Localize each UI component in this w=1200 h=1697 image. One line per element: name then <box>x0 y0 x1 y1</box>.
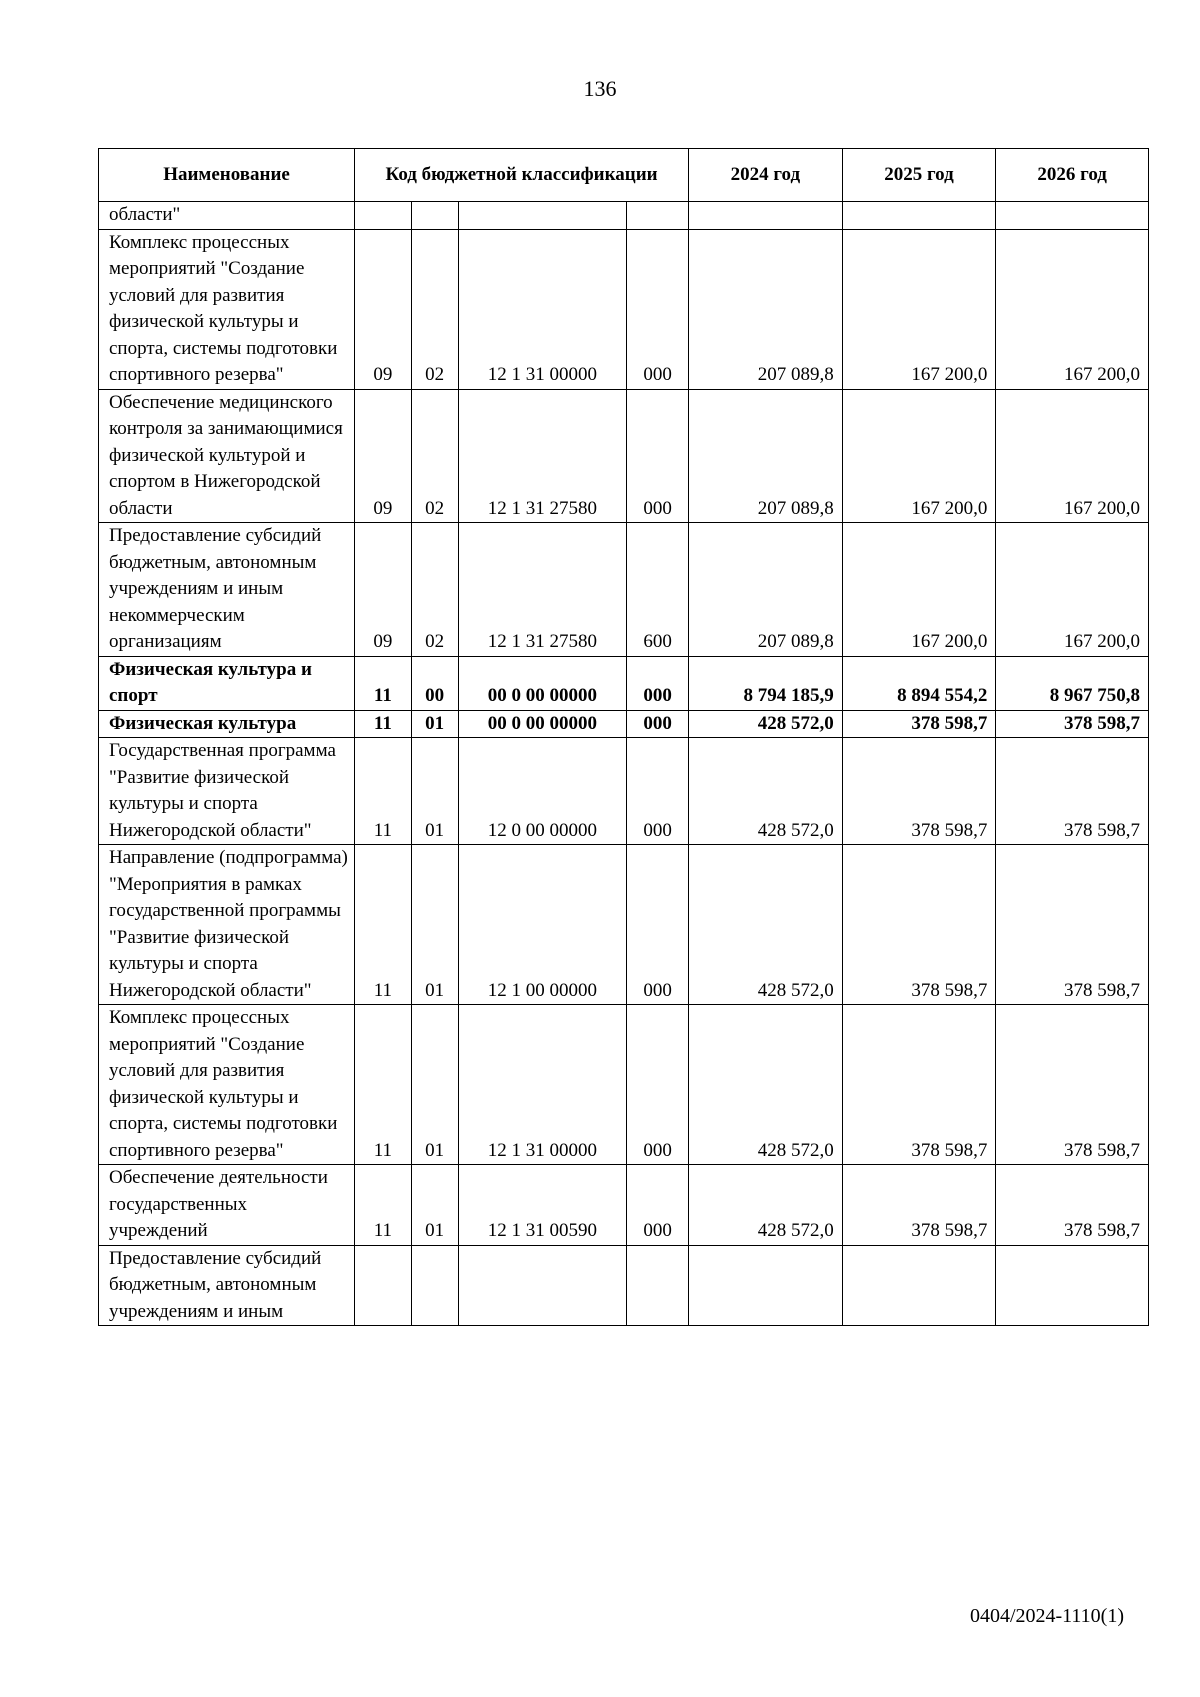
row-section: 09 <box>355 523 412 657</box>
row-subsection: 00 <box>411 656 458 710</box>
header-2025: 2025 год <box>842 149 996 202</box>
row-section <box>355 202 412 230</box>
row-expense-type: 000 <box>627 738 689 845</box>
row-value-2024: 428 572,0 <box>689 1005 843 1165</box>
row-value-2025: 378 598,7 <box>842 710 996 738</box>
row-value-2026: 167 200,0 <box>996 229 1149 389</box>
row-value-2025: 167 200,0 <box>842 229 996 389</box>
row-subsection: 01 <box>411 738 458 845</box>
row-value-2024: 207 089,8 <box>689 523 843 657</box>
row-section: 11 <box>355 656 412 710</box>
row-section: 11 <box>355 1005 412 1165</box>
row-expense-type: 000 <box>627 389 689 523</box>
row-target-article <box>458 202 627 230</box>
row-name: Комплекс процессных мероприятий "Создание условий для развития физической культуры и спорта, системы подготовки спортивного резерва" <box>99 1005 355 1165</box>
table-row <box>99 523 1149 657</box>
row-expense-type: 000 <box>627 845 689 1005</box>
row-name: Направление (подпрограмма) "Мероприятия в рамках государственной программы "Развитие физической культуры и спорта Нижегородской области" <box>99 845 355 1005</box>
row-section: 09 <box>355 229 412 389</box>
row-value-2026: 378 598,7 <box>996 710 1149 738</box>
row-value-2026: 167 200,0 <box>996 523 1149 657</box>
row-subsection <box>411 1245 458 1326</box>
row-name: области" <box>99 202 355 230</box>
row-section: 11 <box>355 845 412 1005</box>
row-value-2026: 378 598,7 <box>996 738 1149 845</box>
table-row <box>99 229 1149 389</box>
row-subsection: 01 <box>411 845 458 1005</box>
row-expense-type <box>627 1245 689 1326</box>
row-value-2026: 167 200,0 <box>996 389 1149 523</box>
row-target-article <box>458 1245 627 1326</box>
row-section: 11 <box>355 710 412 738</box>
row-name: Обеспечение деятельности государственных учреждений <box>99 1165 355 1246</box>
row-value-2026: 8 967 750,8 <box>996 656 1149 710</box>
row-value-2026: 378 598,7 <box>996 845 1149 1005</box>
row-name: Предоставление субсидий бюджетным, автономным учреждениям и иным <box>99 1245 355 1326</box>
row-value-2025 <box>842 202 996 230</box>
header-2026: 2026 год <box>996 149 1149 202</box>
row-subsection <box>411 202 458 230</box>
table-row <box>99 845 1149 1005</box>
row-expense-type <box>627 202 689 230</box>
header-code: Код бюджетной классификации <box>355 149 689 202</box>
row-value-2024: 428 572,0 <box>689 738 843 845</box>
table-row <box>99 656 1149 710</box>
row-target-article: 12 1 00 00000 <box>458 845 627 1005</box>
row-section: 11 <box>355 1165 412 1246</box>
row-value-2025: 167 200,0 <box>842 389 996 523</box>
row-subsection: 01 <box>411 1165 458 1246</box>
table-row <box>99 1245 1149 1326</box>
row-target-article: 12 1 31 00590 <box>458 1165 627 1246</box>
row-name: Физическая культура и спорт <box>99 656 355 710</box>
row-subsection: 01 <box>411 1005 458 1165</box>
row-value-2024: 8 794 185,9 <box>689 656 843 710</box>
row-target-article: 00 0 00 00000 <box>458 656 627 710</box>
row-value-2024: 428 572,0 <box>689 845 843 1005</box>
row-section <box>355 1245 412 1326</box>
row-subsection: 02 <box>411 389 458 523</box>
row-value-2025: 378 598,7 <box>842 1005 996 1165</box>
row-value-2026: 378 598,7 <box>996 1005 1149 1165</box>
header-name: Наименование <box>99 149 355 202</box>
row-value-2025: 167 200,0 <box>842 523 996 657</box>
row-target-article: 12 1 31 27580 <box>458 523 627 657</box>
row-value-2024 <box>689 202 843 230</box>
row-target-article: 12 1 31 00000 <box>458 229 627 389</box>
row-value-2024: 428 572,0 <box>689 710 843 738</box>
table-row <box>99 1005 1149 1165</box>
row-value-2024 <box>689 1245 843 1326</box>
row-value-2025: 8 894 554,2 <box>842 656 996 710</box>
row-name: Предоставление субсидий бюджетным, автономным учреждениям и иным некоммерческим организациям <box>99 523 355 657</box>
row-value-2024: 428 572,0 <box>689 1165 843 1246</box>
row-value-2026 <box>996 1245 1149 1326</box>
row-target-article: 12 1 31 27580 <box>458 389 627 523</box>
row-expense-type: 000 <box>627 656 689 710</box>
row-name: Обеспечение медицинского контроля за занимающимися физической культурой и спортом в Нижегородской области <box>99 389 355 523</box>
row-name: Физическая культура <box>99 710 355 738</box>
table-header-row <box>99 149 1149 202</box>
row-value-2025 <box>842 1245 996 1326</box>
table-row <box>99 389 1149 523</box>
row-target-article: 12 0 00 00000 <box>458 738 627 845</box>
table-row <box>99 1165 1149 1246</box>
row-target-article: 00 0 00 00000 <box>458 710 627 738</box>
row-expense-type: 000 <box>627 1165 689 1246</box>
row-expense-type: 600 <box>627 523 689 657</box>
row-subsection: 01 <box>411 710 458 738</box>
page-number: 136 <box>583 76 617 101</box>
row-expense-type: 000 <box>627 229 689 389</box>
row-value-2024: 207 089,8 <box>689 389 843 523</box>
row-value-2024: 207 089,8 <box>689 229 843 389</box>
table-row <box>99 202 1149 230</box>
document-number: 0404/2024-1110(1) <box>969 1605 1124 1627</box>
row-expense-type: 000 <box>627 1005 689 1165</box>
row-subsection: 02 <box>411 523 458 657</box>
header-2024: 2024 год <box>689 149 843 202</box>
table-row <box>99 710 1149 738</box>
row-name: Государственная программа "Развитие физической культуры и спорта Нижегородской области" <box>99 738 355 845</box>
row-section: 09 <box>355 389 412 523</box>
budget-table <box>98 148 1149 1326</box>
row-value-2025: 378 598,7 <box>842 1165 996 1246</box>
row-value-2025: 378 598,7 <box>842 845 996 1005</box>
row-target-article: 12 1 31 00000 <box>458 1005 627 1165</box>
row-subsection: 02 <box>411 229 458 389</box>
table-row <box>99 738 1149 845</box>
row-value-2025: 378 598,7 <box>842 738 996 845</box>
row-name: Комплекс процессных мероприятий "Создание условий для развития физической культуры и спорта, системы подготовки спортивного резерва" <box>99 229 355 389</box>
row-section: 11 <box>355 738 412 845</box>
row-value-2026: 378 598,7 <box>996 1165 1149 1246</box>
row-value-2026 <box>996 202 1149 230</box>
row-expense-type: 000 <box>627 710 689 738</box>
